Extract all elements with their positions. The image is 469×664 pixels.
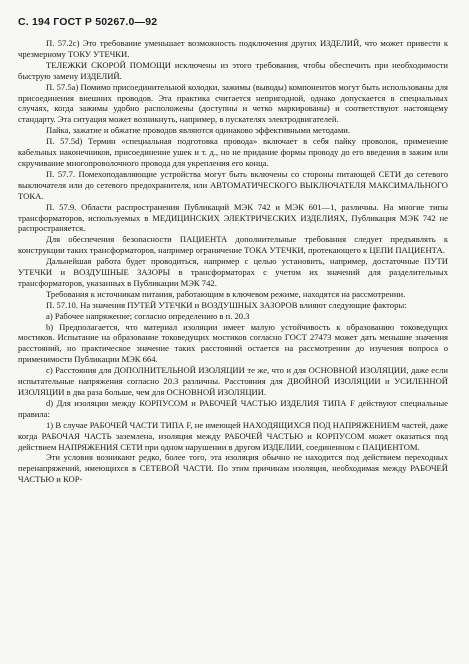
paragraph: П. 57.10. На значения ПУТЕЙ УТЕЧКИ и ВОЗДУШНЫХ ЗАЗОРОВ влияют следующие факторы: — [46, 299, 407, 310]
paragraph: Эти условия возникают редко, более того, эта изоляция обычно не находится под действием переходных перенапряжений, имеющихся в СЕТЕВОЙ ЧАСТИ. По этим причинам изоляция, необходимая между РАБОЧЕЙ ЧАСТЬЮ и КОР- — [18, 452, 448, 485]
paragraph: П. 57.9. Области распространения Публикаций МЭК 742 и МЭК 601—1, различны. На многие типы трансформаторов, используемых в МЕДИЦИНСКИХ ЭЛЕКТРИЧЕСКИХ ИЗДЕЛИЯХ, Публикация МЭК 742 не распространяется. — [18, 201, 448, 234]
paragraph: а) Рабочее напряжение; согласно определению в п. 20.3 — [46, 310, 250, 321]
paragraph: Дальнейшая работа будет проводиться, например с целью установить, например, достаточные ПУТИ УТЕЧКИ и ВОЗДУШНЫЕ ЗАЗОРЫ в трансформаторах с учетом их значений для разделительных трансформаторов, указанных в Публикации МЭК 742. — [18, 256, 448, 288]
paragraph: Требования к источникам питания, работающим в ключевом режиме, находятся на рассмотрении. — [46, 288, 406, 299]
paragraph: Для обеспечения безопасности ПАЦИЕНТА дополнительные требования следует предъявлять к конструкции таких трансформаторов, например ограничение ТОКА УТЕЧКИ, протекающего к ЦЕПИ ПАЦИЕНТА. — [18, 234, 448, 256]
page-header: С. 194 ГОСТ Р 50267.0—92 — [18, 16, 158, 28]
paragraph: ТЕЛЕЖКИ СКОРОЙ ПОМОЩИ исключены из этого требования, чтобы обеспечить при необходимости быструю замену ИЗДЕЛИЙ. — [18, 59, 448, 81]
paragraph: с) Расстояния для ДОПОЛНИТЕЛЬНОЙ ИЗОЛЯЦИИ те же, что и для ОСНОВНОЙ ИЗОЛЯЦИИ, даже если испытательные напряжения согласно 20.3 различны. Расстояния для ДВОЙНОЙ ИЗОЛЯЦИИ и УСИЛЕННОЙ ИЗОЛЯЦИИ в два раза больше, чем для ОСНОВНОЙ ИЗОЛЯЦИИ. — [18, 365, 448, 397]
document-body — [18, 38, 448, 485]
paragraph: d) Для изоляции между КОРПУСОМ и РАБОЧЕЙ ЧАСТЬЮ ИЗДЕЛИЯ ТИПА F действуют специальные правила: — [18, 397, 448, 419]
paragraph: П. 57.5а) Помимо присоединительной колодки, зажимы (выводы) компонентов могут быть использованы для присоединения внешних проводов. Эта практика считается непригодной, однако допускается в специальных случаях, когда зажимы удобно расположены (доступны и четко маркированы) и соответствуют настоящему стандарту. Эта ситуация может возникнуть, например, в пускателях электродвигателей. — [18, 81, 448, 125]
paragraph: 1) В случае РАБОЧЕЙ ЧАСТИ ТИПА F, не имеющей НАХОДЯЩИХСЯ ПОД НАПРЯЖЕНИЕМ частей, даже когда РАБОЧАЯ ЧАСТЬ заземлена, изоляция между РАБОЧЕЙ ЧАСТЬЮ и КОРПУСОМ может оказаться под действием НАПРЯЖЕНИЯ СЕТИ при одном нарушении в другом ИЗДЕЛИИ, соединенном с ПАЦИЕНТОМ. — [18, 419, 448, 452]
paragraph: П. 57.2с) Это требование уменьшает возможность подключения других ИЗДЕЛИЙ, что может привести к чрезмерному ТОКУ УТЕЧКИ. — [18, 38, 448, 59]
paragraph: b) Предполагается, что материал изоляции имеет малую устойчивость к образованию токоведущих мостиков. Испытание на образование токоведущих мостиков согласно ГОСТ 27473 может дать меньшие значения расстояний, но практическое значение таких расстояний остается на рассмотрении до изучения вопроса о применимости Публикации МЭК 664. — [18, 321, 448, 365]
paragraph: П. 57.7. Помехоподавляющие устройства могут быть включены со стороны питающей СЕТИ до сетевого выключателя или до сетевого предохранителя, или АВТОМАТИЧЕСКОГО ВЫКЛЮЧАТЕЛЯ МАКСИМАЛЬНОГО ТОКА. — [18, 168, 448, 201]
paragraph: П. 57.5d) Термин «специальная подготовка провода» включает в себя пайку проволок, применение кабельных наконечников, присоединение ушек и т. д., но не придание формы проводу до его введения в зажим или скручивание многопроволочного провода для укрепления его конца. — [18, 136, 448, 168]
paragraph: Пайка, зажатие и обжатие проводов являются одинаково эффективными методами. — [46, 125, 351, 136]
